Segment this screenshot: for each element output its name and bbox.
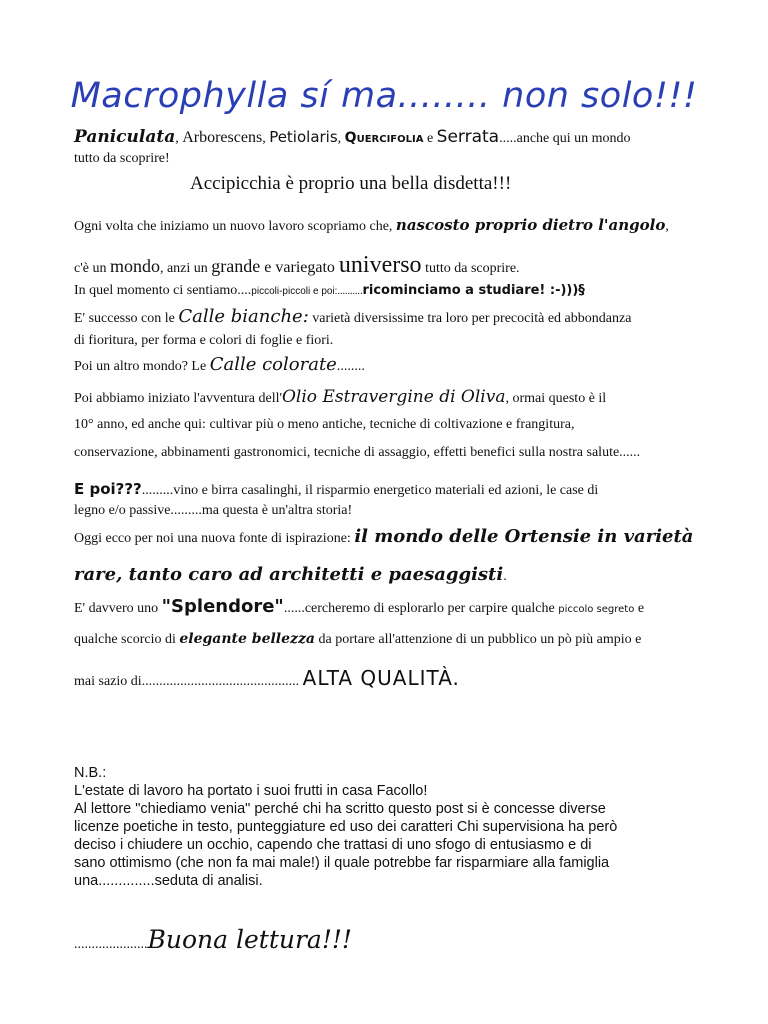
emphasis-text: universo xyxy=(338,252,422,278)
variety-quercifolia: Quercifolia xyxy=(344,130,424,146)
heading: Accipicchia è proprio una bella disdetta!!! xyxy=(190,173,512,194)
nb-line: deciso i chiudere un occhio, capendo che trattasi di uno sfogo di entusiasmo e di xyxy=(74,837,592,853)
paragraph-line: c'è un mondo, anzi un grande e variegato universo tutto da scoprire. xyxy=(74,252,520,278)
nb-line: Al lettore "chiediamo venia" perché chi ha scritto questo post si è concesse diverse xyxy=(74,801,606,817)
nb-line: licenze poetiche in testo, punteggiature ed uso dei caratteri Chi supervisiona ha però xyxy=(74,819,618,835)
text-line: conservazione, abbinamenti gastronomici, tecniche di assaggio, effetti benefici sulla nostra salute...... xyxy=(74,445,641,460)
emphasis-text: nascosto proprio dietro l'angolo xyxy=(395,216,666,234)
variety-arborescens: Arborescens xyxy=(182,129,263,146)
emphasis-text: elegante bellezza xyxy=(179,631,315,647)
emphasis-text: E poi??? xyxy=(74,480,142,498)
paragraph-line: E' successo con le Calle bianche: varietà diversissime tra loro per precocità ed abbondanza xyxy=(74,306,632,327)
paragraph-line: mai sazio di............................................. ALTA QUALITÀ. xyxy=(74,666,460,690)
paragraph-line: In quel momento ci sentiamo....piccoli-piccoli e poi:..........ricominciamo a studiare! :-)))§ xyxy=(74,283,585,298)
paragraph-line: Oggi ecco per noi una nuova fonte di ispirazione: il mondo delle Ortensie in varietà xyxy=(74,526,694,547)
text-line: tutto da scoprire! xyxy=(74,151,170,166)
paragraph-line: E' davvero uno "Splendore"......cercheremo di esplorarlo per carpire qualche piccolo segreto e xyxy=(74,596,645,617)
variety-petiolaris: Petiolaris xyxy=(269,128,338,146)
paragraph-line: Poi un altro mondo? Le Calle colorate........ xyxy=(74,354,365,375)
closing-line: .....................Buona lettura!!! xyxy=(74,925,352,954)
nb-line: sano ottimismo (che non fa mai male!) il quale potrebbe far risparmiare alla famiglia xyxy=(74,855,610,871)
text-line: legno e/o passive.........ma questa è un'altra storia! xyxy=(74,503,353,518)
variety-paniculata: Paniculata xyxy=(74,127,176,147)
emphasis-text: ALTA QUALITÀ. xyxy=(302,666,460,690)
emphasis-text: "Splendore" xyxy=(161,596,284,617)
varieties-line: Paniculata, Arborescens, Petiolaris, Quercifolia e Serrata.....anche qui un mondo xyxy=(74,127,631,147)
variety-serrata: Serrata xyxy=(436,127,500,147)
paragraph-line: rare, tanto caro ad architetti e paesaggisti. xyxy=(74,564,507,585)
paragraph-line: Poi abbiamo iniziato l'avventura dell'Olio Estravergine di Oliva, ormai questo è il xyxy=(74,387,607,407)
paragraph-line: Ogni volta che iniziamo un nuovo lavoro scopriamo che, nascosto proprio dietro l'angolo, xyxy=(74,216,669,234)
paragraph-line: qualche scorcio di elegante bellezza da portare all'attenzione di un pubblico un pò più ampio e xyxy=(74,631,642,647)
text-line: 10° anno, ed anche qui: cultivar più o meno antiche, tecniche di coltivazione e frangitura, xyxy=(74,417,575,432)
page-title: Macrophylla sí ma........ non solo!!! xyxy=(70,76,698,116)
emphasis-text: Calle colorate xyxy=(209,354,337,375)
emphasis-text: Calle bianche: xyxy=(178,306,309,327)
emphasis-text: il mondo delle Ortensie in varietà xyxy=(354,526,694,547)
emphasis-text: Olio Estravergine di Oliva xyxy=(282,387,506,407)
emphasis-text: rare, tanto caro ad architetti e paesaggisti xyxy=(74,564,504,585)
paragraph-line: E poi???.........vino e birra casalinghi, il risparmio energetico materiali ed azioni, le case di xyxy=(74,480,599,498)
closing-text: Buona lettura!!! xyxy=(147,925,352,954)
text-line: di fioritura, per forma e colori di foglie e fiori. xyxy=(74,333,334,348)
nb-line: una..............seduta di analisi. xyxy=(74,873,263,889)
emphasis-text: ricominciamo a studiare! :-)))§ xyxy=(362,283,585,298)
nb-line: N.B.: xyxy=(74,765,107,781)
nb-line: L'estate di lavoro ha portato i suoi frutti in casa Facollo! xyxy=(74,783,428,799)
